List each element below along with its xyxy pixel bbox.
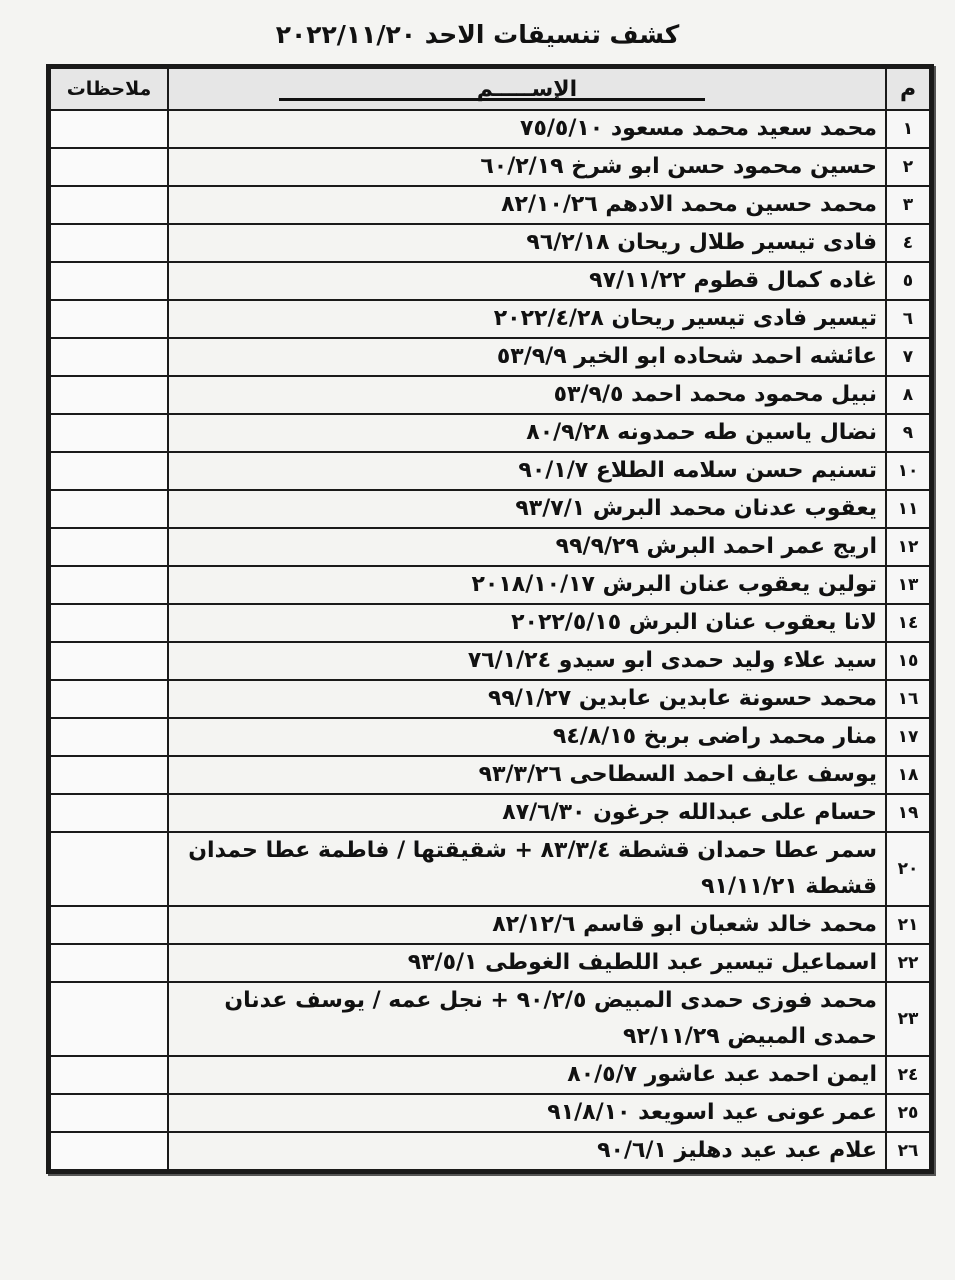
row-name: ايمن احمد عبد عاشور ٨٠/٥/٧ (168, 1056, 886, 1094)
header-number: م (886, 68, 930, 110)
header-name (168, 68, 886, 110)
header-name-underline (279, 98, 705, 101)
row-name: محمد سعيد محمد مسعود ٧٥/٥/١٠ (168, 110, 886, 148)
row-number: ٢١ (886, 906, 930, 944)
row-notes (50, 642, 168, 680)
row-number: ١ (886, 110, 930, 148)
row-name: تولين يعقوب عنان البرش ٢٠١٨/١٠/١٧ (168, 566, 886, 604)
table-row (50, 300, 930, 338)
row-name: اريج عمر احمد البرش ٩٩/٩/٢٩ (168, 528, 886, 566)
row-notes (50, 756, 168, 794)
row-name: محمد حسين محمد الادهم ٨٢/١٠/٢٦ (168, 186, 886, 224)
table-row (50, 1056, 930, 1094)
table-row (50, 110, 930, 148)
table-row (50, 604, 930, 642)
row-number: ٥ (886, 262, 930, 300)
table-row (50, 982, 930, 1056)
table-row (50, 794, 930, 832)
row-name: نبيل محمود محمد احمد ٥٣/٩/٥ (168, 376, 886, 414)
row-number: ١٦ (886, 680, 930, 718)
row-notes (50, 982, 168, 1056)
row-number: ١٨ (886, 756, 930, 794)
row-name: محمد فوزى حمدى المبيض ٩٠/٢/٥ + نجل عمه / يوسف عدنان حمدى المبيض ٩٢/١١/٢٩ (168, 982, 886, 1056)
row-number: ١٠ (886, 452, 930, 490)
row-number: ٢٦ (886, 1132, 930, 1170)
table-row (50, 490, 930, 528)
row-name: سمر عطا حمدان قشطة ٨٣/٣/٤ + شقيقتها / فاطمة عطا حمدان قشطة ٩١/١١/٢١ (168, 832, 886, 906)
row-name: تسنيم حسن سلامه الطلاع ٩٠/١/٧ (168, 452, 886, 490)
row-notes (50, 376, 168, 414)
row-notes (50, 794, 168, 832)
row-notes (50, 262, 168, 300)
row-name: سيد علاء وليد حمدى ابو سيدو ٧٦/١/٢٤ (168, 642, 886, 680)
row-number: ٣ (886, 186, 930, 224)
row-name: غاده كمال قطوم ٩٧/١١/٢٢ (168, 262, 886, 300)
row-name: لانا يعقوب عنان البرش ٢٠٢٢/٥/١٥ (168, 604, 886, 642)
row-notes (50, 452, 168, 490)
row-number: ٧ (886, 338, 930, 376)
row-notes (50, 414, 168, 452)
names-table-frame (46, 64, 934, 1174)
table-header-row (50, 68, 930, 110)
table-row (50, 338, 930, 376)
row-name: منار محمد راضى بربخ ٩٤/٨/١٥ (168, 718, 886, 756)
row-notes (50, 566, 168, 604)
row-name: تيسير فادى تيسير ريحان ٢٠٢٢/٤/٢٨ (168, 300, 886, 338)
row-name: حسام على عبدالله جرغون ٨٧/٦/٣٠ (168, 794, 886, 832)
row-number: ٢٣ (886, 982, 930, 1056)
row-name: يعقوب عدنان محمد البرش ٩٣/٧/١ (168, 490, 886, 528)
row-notes (50, 110, 168, 148)
table-row (50, 452, 930, 490)
row-number: ٢٤ (886, 1056, 930, 1094)
table-row (50, 566, 930, 604)
table-body (50, 110, 930, 1170)
row-notes (50, 906, 168, 944)
table-row (50, 376, 930, 414)
row-number: ١٢ (886, 528, 930, 566)
row-name: محمد حسونة عابدين عابدين ٩٩/١/٢٧ (168, 680, 886, 718)
page-title: كشف تنسيقات الاحد ٢٠٢٢/١١/٢٠ (275, 20, 680, 49)
table-row (50, 944, 930, 982)
row-number: ٢٠ (886, 832, 930, 906)
row-number: ٤ (886, 224, 930, 262)
row-notes (50, 718, 168, 756)
table-row (50, 718, 930, 756)
row-notes (50, 186, 168, 224)
row-notes (50, 680, 168, 718)
row-number: ١١ (886, 490, 930, 528)
table-row (50, 528, 930, 566)
row-number: ٢٥ (886, 1094, 930, 1132)
table-row (50, 414, 930, 452)
table-row (50, 148, 930, 186)
header-notes: ملاحظات (50, 68, 168, 110)
table-row (50, 224, 930, 262)
row-number: ٢٢ (886, 944, 930, 982)
row-number: ٨ (886, 376, 930, 414)
row-number: ١٥ (886, 642, 930, 680)
table-row (50, 832, 930, 906)
row-number: ١٧ (886, 718, 930, 756)
row-number: ٩ (886, 414, 930, 452)
row-name: عمر عونى عيد اسويعد ٩١/٨/١٠ (168, 1094, 886, 1132)
row-name: اسماعيل تيسير عبد اللطيف الغوطى ٩٣/٥/١ (168, 944, 886, 982)
row-notes (50, 1132, 168, 1170)
row-name: فادى تيسير طلال ريحان ٩٦/٢/١٨ (168, 224, 886, 262)
row-notes (50, 604, 168, 642)
table-row (50, 756, 930, 794)
header-name-label: الإســـــم (476, 76, 578, 102)
table-row (50, 1094, 930, 1132)
row-notes (50, 490, 168, 528)
table-row (50, 186, 930, 224)
row-notes (50, 1094, 168, 1132)
table-row (50, 680, 930, 718)
row-name: يوسف عايف احمد السطاحى ٩٣/٣/٢٦ (168, 756, 886, 794)
row-name: نضال ياسين طه حمدونه ٨٠/٩/٢٨ (168, 414, 886, 452)
row-number: ٢ (886, 148, 930, 186)
row-notes (50, 1056, 168, 1094)
row-notes (50, 338, 168, 376)
row-notes (50, 300, 168, 338)
table-row (50, 1132, 930, 1170)
row-number: ١٩ (886, 794, 930, 832)
row-name: محمد خالد شعبان ابو قاسم ٨٢/١٢/٦ (168, 906, 886, 944)
row-number: ١٤ (886, 604, 930, 642)
row-name: حسين محمود حسن ابو شرخ ٦٠/٢/١٩ (168, 148, 886, 186)
row-notes (50, 832, 168, 906)
row-notes (50, 528, 168, 566)
row-name: علام عبد عيد دهليز ٩٠/٦/١ (168, 1132, 886, 1170)
row-name: عائشه احمد شحاده ابو الخير ٥٣/٩/٩ (168, 338, 886, 376)
row-number: ٦ (886, 300, 930, 338)
names-table (49, 67, 931, 1171)
table-row (50, 642, 930, 680)
table-row (50, 906, 930, 944)
row-notes (50, 944, 168, 982)
table-row (50, 262, 930, 300)
row-notes (50, 148, 168, 186)
row-number: ١٣ (886, 566, 930, 604)
row-notes (50, 224, 168, 262)
